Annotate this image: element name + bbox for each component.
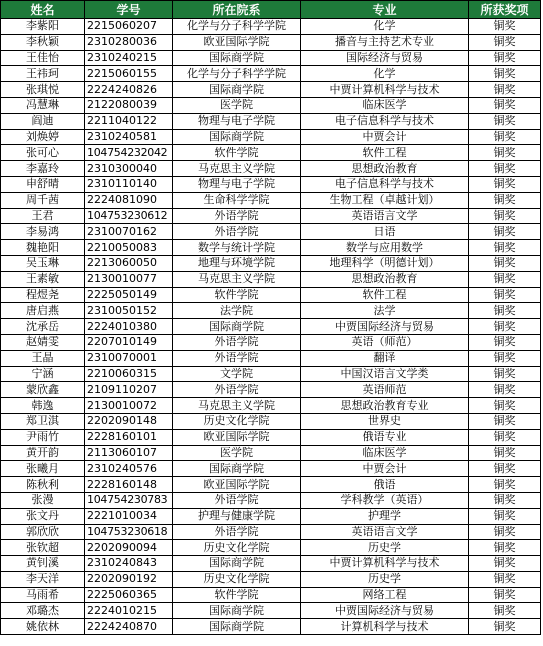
name-cell[interactable]: 宁涵 xyxy=(1,366,85,382)
award-cell[interactable]: 铜奖 xyxy=(469,461,541,477)
table-row xyxy=(1,176,541,192)
name-cell[interactable]: 郭欣欣 xyxy=(1,524,85,540)
name-cell[interactable]: 张漫 xyxy=(1,492,85,508)
award-cell[interactable]: 铜奖 xyxy=(469,477,541,493)
major-cell[interactable]: 生物工程（卓越计划） xyxy=(301,192,469,208)
student-id-cell[interactable]: 2228160148 xyxy=(85,477,173,493)
college-cell[interactable]: 医学院 xyxy=(173,97,301,113)
award-cell[interactable]: 铜奖 xyxy=(469,587,541,603)
table-row xyxy=(1,145,541,161)
college-cell[interactable]: 外语学院 xyxy=(173,208,301,224)
major-cell[interactable]: 临床医学 xyxy=(301,445,469,461)
name-cell[interactable]: 唐启燕 xyxy=(1,303,85,319)
college-cell[interactable]: 化学与分子科学学院 xyxy=(173,19,301,35)
name-cell[interactable]: 王晶 xyxy=(1,350,85,366)
college-cell[interactable]: 国际商学院 xyxy=(173,82,301,98)
award-cell[interactable]: 铜奖 xyxy=(469,334,541,350)
college-cell[interactable]: 化学与分子科学学院 xyxy=(173,66,301,82)
award-cell[interactable]: 铜奖 xyxy=(469,287,541,303)
student-id-cell[interactable]: 2310280036 xyxy=(85,34,173,50)
major-cell[interactable]: 软件工程 xyxy=(301,287,469,303)
student-id-cell[interactable]: 2225050149 xyxy=(85,287,173,303)
student-id-cell[interactable]: 104753230618 xyxy=(85,524,173,540)
student-id-cell[interactable]: 2202090094 xyxy=(85,540,173,556)
award-cell[interactable]: 铜奖 xyxy=(469,303,541,319)
major-cell[interactable]: 翻译 xyxy=(301,350,469,366)
college-cell[interactable]: 物理与电子学院 xyxy=(173,176,301,192)
student-id-cell[interactable]: 2310300040 xyxy=(85,161,173,177)
name-cell[interactable]: 王佳怡 xyxy=(1,50,85,66)
table-row xyxy=(1,192,541,208)
award-cell[interactable]: 铜奖 xyxy=(469,66,541,82)
student-id-cell[interactable]: 2224240870 xyxy=(85,619,173,635)
name-cell[interactable]: 阎迪 xyxy=(1,113,85,129)
student-id-cell[interactable]: 2215060155 xyxy=(85,66,173,82)
major-cell[interactable]: 国际经济与贸易 xyxy=(301,50,469,66)
award-cell[interactable]: 铜奖 xyxy=(469,82,541,98)
name-cell[interactable]: 张曦月 xyxy=(1,461,85,477)
award-cell[interactable]: 铜奖 xyxy=(469,224,541,240)
award-cell[interactable]: 铜奖 xyxy=(469,429,541,445)
student-id-cell[interactable]: 2202090192 xyxy=(85,571,173,587)
award-cell[interactable]: 铜奖 xyxy=(469,398,541,414)
header-award[interactable]: 所获奖项 xyxy=(469,1,541,19)
student-id-cell[interactable]: 2310240843 xyxy=(85,556,173,572)
award-cell[interactable]: 铜奖 xyxy=(469,271,541,287)
major-cell[interactable]: 中贾会计 xyxy=(301,129,469,145)
award-cell[interactable]: 铜奖 xyxy=(469,176,541,192)
table-row xyxy=(1,224,541,240)
table-row xyxy=(1,303,541,319)
table-row xyxy=(1,208,541,224)
table-row xyxy=(1,287,541,303)
major-cell[interactable]: 护理学 xyxy=(301,508,469,524)
name-cell[interactable]: 冯慧琳 xyxy=(1,97,85,113)
college-cell[interactable]: 物理与电子学院 xyxy=(173,113,301,129)
student-id-cell[interactable]: 2210050083 xyxy=(85,240,173,256)
college-cell[interactable]: 医学院 xyxy=(173,445,301,461)
name-cell[interactable]: 申舒晴 xyxy=(1,176,85,192)
header-college[interactable]: 所在院系 xyxy=(173,1,301,19)
name-cell[interactable]: 王君 xyxy=(1,208,85,224)
college-cell[interactable]: 外语学院 xyxy=(173,524,301,540)
major-cell[interactable]: 临床医学 xyxy=(301,97,469,113)
student-id-cell[interactable]: 2215060207 xyxy=(85,19,173,35)
award-cell[interactable]: 铜奖 xyxy=(469,603,541,619)
name-cell[interactable]: 尹雨竹 xyxy=(1,429,85,445)
college-cell[interactable]: 国际商学院 xyxy=(173,461,301,477)
name-cell[interactable]: 赵婧雯 xyxy=(1,334,85,350)
college-cell[interactable]: 欧亚国际学院 xyxy=(173,34,301,50)
college-cell[interactable]: 历史文化学院 xyxy=(173,571,301,587)
college-cell[interactable]: 软件学院 xyxy=(173,145,301,161)
award-cell[interactable]: 铜奖 xyxy=(469,492,541,508)
award-cell[interactable]: 铜奖 xyxy=(469,97,541,113)
award-cell[interactable]: 铜奖 xyxy=(469,445,541,461)
name-cell[interactable]: 王素敏 xyxy=(1,271,85,287)
award-cell[interactable]: 铜奖 xyxy=(469,192,541,208)
name-cell[interactable]: 刘焕婷 xyxy=(1,129,85,145)
table-row xyxy=(1,34,541,50)
student-id-cell[interactable]: 2310070001 xyxy=(85,350,173,366)
major-cell[interactable]: 电子信息科学与技术 xyxy=(301,113,469,129)
major-cell[interactable]: 英语语言文学 xyxy=(301,524,469,540)
major-cell[interactable]: 俄语专业 xyxy=(301,429,469,445)
table-row xyxy=(1,334,541,350)
major-cell[interactable]: 软件工程 xyxy=(301,145,469,161)
student-id-cell[interactable]: 2310070162 xyxy=(85,224,173,240)
college-cell[interactable]: 外语学院 xyxy=(173,334,301,350)
college-cell[interactable]: 历史文化学院 xyxy=(173,413,301,429)
award-cell[interactable]: 铜奖 xyxy=(469,619,541,635)
college-cell[interactable]: 护理与健康学院 xyxy=(173,508,301,524)
name-cell[interactable]: 王祎珂 xyxy=(1,66,85,82)
table-row xyxy=(1,97,541,113)
table-row xyxy=(1,556,541,572)
award-cell[interactable]: 铜奖 xyxy=(469,413,541,429)
award-cell[interactable]: 铜奖 xyxy=(469,540,541,556)
student-id-cell[interactable]: 2122080039 xyxy=(85,97,173,113)
student-id-cell[interactable]: 2310240581 xyxy=(85,129,173,145)
award-cell[interactable]: 铜奖 xyxy=(469,161,541,177)
name-cell[interactable]: 黄开韵 xyxy=(1,445,85,461)
name-cell[interactable]: 韩逸 xyxy=(1,398,85,414)
college-cell[interactable]: 马克思主义学院 xyxy=(173,161,301,177)
student-id-cell[interactable]: 2213060050 xyxy=(85,255,173,271)
major-cell[interactable]: 日语 xyxy=(301,224,469,240)
table-row xyxy=(1,477,541,493)
college-cell[interactable]: 生命科学学院 xyxy=(173,192,301,208)
major-cell[interactable]: 思想政治教育专业 xyxy=(301,398,469,414)
table-row xyxy=(1,161,541,177)
award-cell[interactable]: 铜奖 xyxy=(469,113,541,129)
college-cell[interactable]: 历史文化学院 xyxy=(173,540,301,556)
name-cell[interactable]: 张琪悦 xyxy=(1,82,85,98)
name-cell[interactable]: 李秋颖 xyxy=(1,34,85,50)
college-cell[interactable]: 国际商学院 xyxy=(173,129,301,145)
name-cell[interactable]: 吴玉琳 xyxy=(1,255,85,271)
award-cell[interactable]: 铜奖 xyxy=(469,508,541,524)
student-id-cell[interactable]: 2210060315 xyxy=(85,366,173,382)
college-cell[interactable]: 文学院 xyxy=(173,366,301,382)
college-cell[interactable]: 法学院 xyxy=(173,303,301,319)
table-row xyxy=(1,50,541,66)
student-id-cell[interactable]: 2225060365 xyxy=(85,587,173,603)
college-cell[interactable]: 软件学院 xyxy=(173,587,301,603)
award-cell[interactable]: 铜奖 xyxy=(469,19,541,35)
name-cell[interactable]: 蒙欣鑫 xyxy=(1,382,85,398)
name-cell[interactable]: 周千茜 xyxy=(1,192,85,208)
major-cell[interactable]: 英语（师范） xyxy=(301,334,469,350)
student-id-cell[interactable]: 2130010077 xyxy=(85,271,173,287)
major-cell[interactable]: 历史学 xyxy=(301,540,469,556)
name-cell[interactable]: 邓璐杰 xyxy=(1,603,85,619)
name-cell[interactable]: 黄钊溪 xyxy=(1,556,85,572)
table-row xyxy=(1,382,541,398)
table-row xyxy=(1,66,541,82)
major-cell[interactable]: 网络工程 xyxy=(301,587,469,603)
name-cell[interactable]: 张钦超 xyxy=(1,540,85,556)
major-cell[interactable]: 计算机科学与技术 xyxy=(301,619,469,635)
name-cell[interactable]: 程煜尧 xyxy=(1,287,85,303)
table-row xyxy=(1,113,541,129)
student-id-cell[interactable]: 2221010034 xyxy=(85,508,173,524)
header-major[interactable]: 专业 xyxy=(301,1,469,19)
major-cell[interactable]: 电子信息科学与技术 xyxy=(301,176,469,192)
student-id-cell[interactable]: 2224081090 xyxy=(85,192,173,208)
major-cell[interactable]: 世界史 xyxy=(301,413,469,429)
student-id-cell[interactable]: 2310110140 xyxy=(85,176,173,192)
name-cell[interactable]: 李紫阳 xyxy=(1,19,85,35)
name-cell[interactable]: 陈秋利 xyxy=(1,477,85,493)
college-cell[interactable]: 软件学院 xyxy=(173,287,301,303)
table-row xyxy=(1,319,541,335)
award-cell[interactable]: 铜奖 xyxy=(469,524,541,540)
award-cell[interactable]: 铜奖 xyxy=(469,350,541,366)
name-cell[interactable]: 张文丹 xyxy=(1,508,85,524)
table-row xyxy=(1,19,541,35)
student-id-cell[interactable]: 2310050152 xyxy=(85,303,173,319)
major-cell[interactable]: 思想政治教育 xyxy=(301,271,469,287)
name-cell[interactable]: 李嘉玲 xyxy=(1,161,85,177)
header-name[interactable]: 姓名 xyxy=(1,1,85,19)
student-id-cell[interactable]: 104754232042 xyxy=(85,145,173,161)
major-cell[interactable]: 俄语 xyxy=(301,477,469,493)
table-row xyxy=(1,271,541,287)
student-id-cell[interactable]: 2224010215 xyxy=(85,603,173,619)
name-cell[interactable]: 沈承岳 xyxy=(1,319,85,335)
name-cell[interactable]: 姚依林 xyxy=(1,619,85,635)
table-row xyxy=(1,603,541,619)
student-id-cell[interactable]: 2224010380 xyxy=(85,319,173,335)
student-id-cell[interactable]: 2202090148 xyxy=(85,413,173,429)
header-student-id[interactable]: 学号 xyxy=(85,1,173,19)
student-id-cell[interactable]: 2109110207 xyxy=(85,382,173,398)
major-cell[interactable]: 学科教学（英语） xyxy=(301,492,469,508)
award-cell[interactable]: 铜奖 xyxy=(469,571,541,587)
college-cell[interactable]: 国际商学院 xyxy=(173,319,301,335)
award-cell[interactable]: 铜奖 xyxy=(469,556,541,572)
award-cell[interactable]: 铜奖 xyxy=(469,50,541,66)
table-row xyxy=(1,255,541,271)
student-id-cell[interactable]: 2207010149 xyxy=(85,334,173,350)
name-cell[interactable]: 魏艳阳 xyxy=(1,240,85,256)
major-cell[interactable]: 数学与应用数学 xyxy=(301,240,469,256)
table-row xyxy=(1,366,541,382)
table-row xyxy=(1,350,541,366)
college-cell[interactable]: 数学与统计学院 xyxy=(173,240,301,256)
award-cell[interactable]: 铜奖 xyxy=(469,255,541,271)
major-cell[interactable]: 中贾计算机科学与技术 xyxy=(301,556,469,572)
major-cell[interactable]: 历史学 xyxy=(301,571,469,587)
college-cell[interactable]: 国际商学院 xyxy=(173,50,301,66)
name-cell[interactable]: 张可心 xyxy=(1,145,85,161)
table-row xyxy=(1,461,541,477)
table-row xyxy=(1,413,541,429)
student-id-cell[interactable]: 2224240826 xyxy=(85,82,173,98)
table-row xyxy=(1,82,541,98)
award-cell[interactable]: 铜奖 xyxy=(469,208,541,224)
award-cell[interactable]: 铜奖 xyxy=(469,34,541,50)
student-id-cell[interactable]: 2228160101 xyxy=(85,429,173,445)
table-row xyxy=(1,524,541,540)
name-cell[interactable]: 李天洋 xyxy=(1,571,85,587)
table-row xyxy=(1,398,541,414)
table-row xyxy=(1,619,541,635)
student-id-cell[interactable]: 2310240576 xyxy=(85,461,173,477)
major-cell[interactable]: 化学 xyxy=(301,66,469,82)
college-cell[interactable]: 外语学院 xyxy=(173,224,301,240)
college-cell[interactable]: 外语学院 xyxy=(173,492,301,508)
college-cell[interactable]: 地理与环境学院 xyxy=(173,255,301,271)
college-cell[interactable]: 马克思主义学院 xyxy=(173,398,301,414)
table-row xyxy=(1,240,541,256)
major-cell[interactable]: 中国汉语言文学类 xyxy=(301,366,469,382)
major-cell[interactable]: 中贾国际经济与贸易 xyxy=(301,603,469,619)
award-cell[interactable]: 铜奖 xyxy=(469,240,541,256)
table-row xyxy=(1,445,541,461)
table-body xyxy=(1,19,541,635)
name-cell[interactable]: 李易鸿 xyxy=(1,224,85,240)
award-cell[interactable]: 铜奖 xyxy=(469,129,541,145)
major-cell[interactable]: 地理科学（明德计划） xyxy=(301,255,469,271)
college-cell[interactable]: 外语学院 xyxy=(173,350,301,366)
table-row xyxy=(1,129,541,145)
award-cell[interactable]: 铜奖 xyxy=(469,145,541,161)
table-row xyxy=(1,508,541,524)
student-id-cell[interactable]: 2211040122 xyxy=(85,113,173,129)
student-id-cell[interactable]: 104754230783 xyxy=(85,492,173,508)
college-cell[interactable]: 国际商学院 xyxy=(173,556,301,572)
table-row xyxy=(1,587,541,603)
major-cell[interactable]: 化学 xyxy=(301,19,469,35)
major-cell[interactable]: 中贾计算机科学与技术 xyxy=(301,82,469,98)
college-cell[interactable]: 欧亚国际学院 xyxy=(173,429,301,445)
table-row xyxy=(1,571,541,587)
major-cell[interactable]: 播音与主持艺术专业 xyxy=(301,34,469,50)
college-cell[interactable]: 马克思主义学院 xyxy=(173,271,301,287)
major-cell[interactable]: 中贾国际经济与贸易 xyxy=(301,319,469,335)
table-row xyxy=(1,429,541,445)
table-row xyxy=(1,492,541,508)
student-id-cell[interactable]: 2113060107 xyxy=(85,445,173,461)
college-cell[interactable]: 国际商学院 xyxy=(173,619,301,635)
college-cell[interactable]: 国际商学院 xyxy=(173,603,301,619)
major-cell[interactable]: 中贾会计 xyxy=(301,461,469,477)
student-id-cell[interactable]: 2310240215 xyxy=(85,50,173,66)
award-cell[interactable]: 铜奖 xyxy=(469,382,541,398)
major-cell[interactable]: 思想政治教育 xyxy=(301,161,469,177)
student-id-cell[interactable]: 2130010072 xyxy=(85,398,173,414)
college-cell[interactable]: 外语学院 xyxy=(173,382,301,398)
award-cell[interactable]: 铜奖 xyxy=(469,366,541,382)
name-cell[interactable]: 郑卫淇 xyxy=(1,413,85,429)
award-cell[interactable]: 铜奖 xyxy=(469,319,541,335)
college-cell[interactable]: 欧亚国际学院 xyxy=(173,477,301,493)
student-id-cell[interactable]: 104753230612 xyxy=(85,208,173,224)
header-row xyxy=(1,1,541,19)
name-cell[interactable]: 马雨希 xyxy=(1,587,85,603)
major-cell[interactable]: 英语师范 xyxy=(301,382,469,398)
major-cell[interactable]: 英语语言文学 xyxy=(301,208,469,224)
table-row xyxy=(1,540,541,556)
major-cell[interactable]: 法学 xyxy=(301,303,469,319)
